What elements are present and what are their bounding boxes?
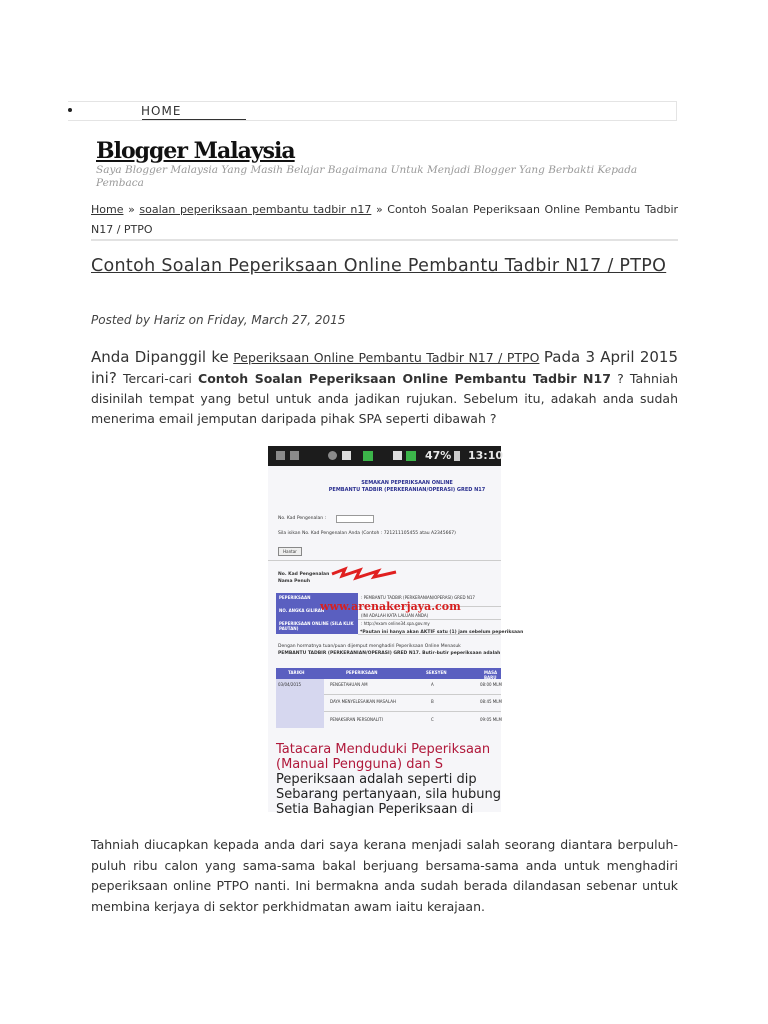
email-heading: SEMAKAN PEPERIKSAAN ONLINE <box>361 480 453 486</box>
table-row-line <box>324 711 501 712</box>
table-cell: C <box>431 717 434 722</box>
info-value: (INI ADALAH KATA LALUAN ANDA) <box>358 606 501 620</box>
intro-text: Tercari-cari <box>122 371 192 386</box>
site-description: Saya Blogger Malaysia Yang Masih Belajar Bagaimana Untuk Menjadi Blogger Yang Berbakti Kepada Pembaca <box>96 164 638 189</box>
signal-icon <box>363 451 373 461</box>
notice-text: Dengan hormatnya tuan/puan dijemput menghadiri Peperiksaan Online Menasuk <box>278 644 461 649</box>
ic-hint: Sila isikan No. Kad Pengenalan Anda (Contoh : 721211105455 atau A2345667) <box>278 531 456 536</box>
manual-text: Peperiksaan adalah seperti dip <box>276 772 477 787</box>
intro-bold-keyword: Contoh Soalan Peperiksaan Online Pembantu Tadbir N17 <box>198 371 611 386</box>
notice-text: PEMBANTU TADBIR (PERKERANIAN/OPERASI) GRED N17. Butir-butir peperiksaan adalah <box>278 651 501 656</box>
table-cell: 08:00 MLM <box>480 682 502 687</box>
breadcrumb-category-link[interactable]: soalan peperiksaan pembantu tadbir n17 <box>139 203 372 216</box>
breadcrumb-separator: » <box>128 203 135 216</box>
divider <box>268 560 501 561</box>
intro-text: Pada 3 April 2015 ini? <box>91 348 678 387</box>
table-cell: 03/04/2015 <box>278 682 302 687</box>
redaction-scribble <box>330 566 400 582</box>
info-label: PEPERIKSAAN <box>276 593 358 606</box>
intro-exam-link[interactable]: Peperiksaan Online Pembantu Tadbir N17 / PTPO <box>233 350 540 365</box>
h-network-icon <box>342 451 351 460</box>
ic-input <box>336 515 374 523</box>
clock-time: 13:10 <box>468 449 504 462</box>
post-intro <box>91 347 678 429</box>
post-paragraph: Tahniah diucapkan kepada anda dari saya kerana menjadi salah seorang diantara berpuluh-puluh ribu calon yang sama-sama bakal berjuang bersama-sama anda untuk menghadiri peperiksaan online PTPO nanti. Ini bermakna anda sudah berada dilandasan sebenar untuk membina kerjaya di sektor perkhidmatan awam iaitu kerajaan. <box>91 837 678 914</box>
email-screenshot-image <box>268 446 524 817</box>
app-icon <box>276 451 285 460</box>
alarm-icon <box>328 451 337 460</box>
submit-button: Hantar <box>278 547 302 556</box>
nav-home-link[interactable]: HOME <box>141 104 182 118</box>
email-body <box>268 466 524 817</box>
post-title[interactable]: Contoh Soalan Peperiksaan Online Pembantu Tadbir N17 / PTPO <box>91 256 667 276</box>
ic-field-label: No. Kad Pengenalan <box>278 572 330 577</box>
watermark: www.arenakerjaya.com <box>320 600 461 613</box>
nav-underline <box>142 119 246 120</box>
phone-status-bar <box>268 446 504 466</box>
site-title[interactable]: Blogger Malaysia <box>96 138 295 164</box>
manual-text: Tatacara Menduduki Peperiksaan <box>276 742 491 757</box>
post-meta: Posted by Hariz on Friday, March 27, 2015 <box>91 313 346 327</box>
table-cell: 09:05 MLM <box>480 717 502 722</box>
ic-label: No. Kad Pengenalan : <box>278 516 327 521</box>
divider <box>91 239 678 241</box>
table-cell: 08:45 MLM <box>480 699 502 704</box>
breadcrumb-separator: » <box>375 203 383 216</box>
email-subheading: PEMBANTU TADBIR (PERKERANIAN/OPERASI) GRED N17 <box>328 487 486 493</box>
battery-percent: 47% <box>425 449 452 462</box>
info-label: NO. ANGKA GILIRAN <box>276 606 358 619</box>
breadcrumb-current: Contoh Soalan Peperiksaan Online Pembantu Tadbir N17 / PTPO <box>91 203 679 236</box>
sim-icon <box>393 451 402 460</box>
table-row-line <box>324 694 501 695</box>
app-icon <box>290 451 299 460</box>
table-cell: A <box>431 682 434 687</box>
manual-text: Setia Bahagian Peperiksaan di <box>276 802 474 817</box>
top-nav <box>68 101 677 121</box>
paste-note: *Pautan ini hanya akan AKTIF satu (1) jam sebelum peperiksaan <box>360 630 524 635</box>
battery-icon <box>454 451 460 461</box>
breadcrumb <box>91 200 678 240</box>
table-cell: PENAKSIRAN PERSONALITI <box>330 717 383 722</box>
table-cell: B <box>431 699 434 704</box>
info-value: : http://exam online34.spa.gov.my <box>358 619 501 635</box>
manual-text: Sebarang pertanyaan, sila hubung <box>276 787 501 802</box>
signal-icon <box>406 451 416 461</box>
manual-text: (Manual Pengguna) dan S <box>276 757 444 772</box>
intro-text: Anda Dipanggil ke <box>91 348 229 366</box>
info-value: : PEMBANTU TADBIR (PERKERANIAN/OPERASI) GRED N17 <box>358 593 501 607</box>
table-cell: PENGETAHUAN AM <box>330 682 368 687</box>
intro-text: ? Tahniah disinilah tempat yang betul untuk anda jadikan rujukan. Sebelum itu, adakah anda sudah menerima email jemputan daripada pihak SPA seperti dibawah ? <box>91 371 678 426</box>
info-label: PEPERIKSAAN ONLINE (SILA KLIK PAUTAN) <box>276 619 358 634</box>
table-cell: DAYA MENYELESAIKAN MASALAH <box>330 699 396 704</box>
schedule-table-header: TARIKH PEPERIKSAAN SEKSYEN MASA BARU <box>276 668 501 679</box>
bullet-icon <box>68 108 72 112</box>
name-field-label: Nama Penuh <box>278 579 311 584</box>
breadcrumb-home-link[interactable]: Home <box>91 203 124 216</box>
